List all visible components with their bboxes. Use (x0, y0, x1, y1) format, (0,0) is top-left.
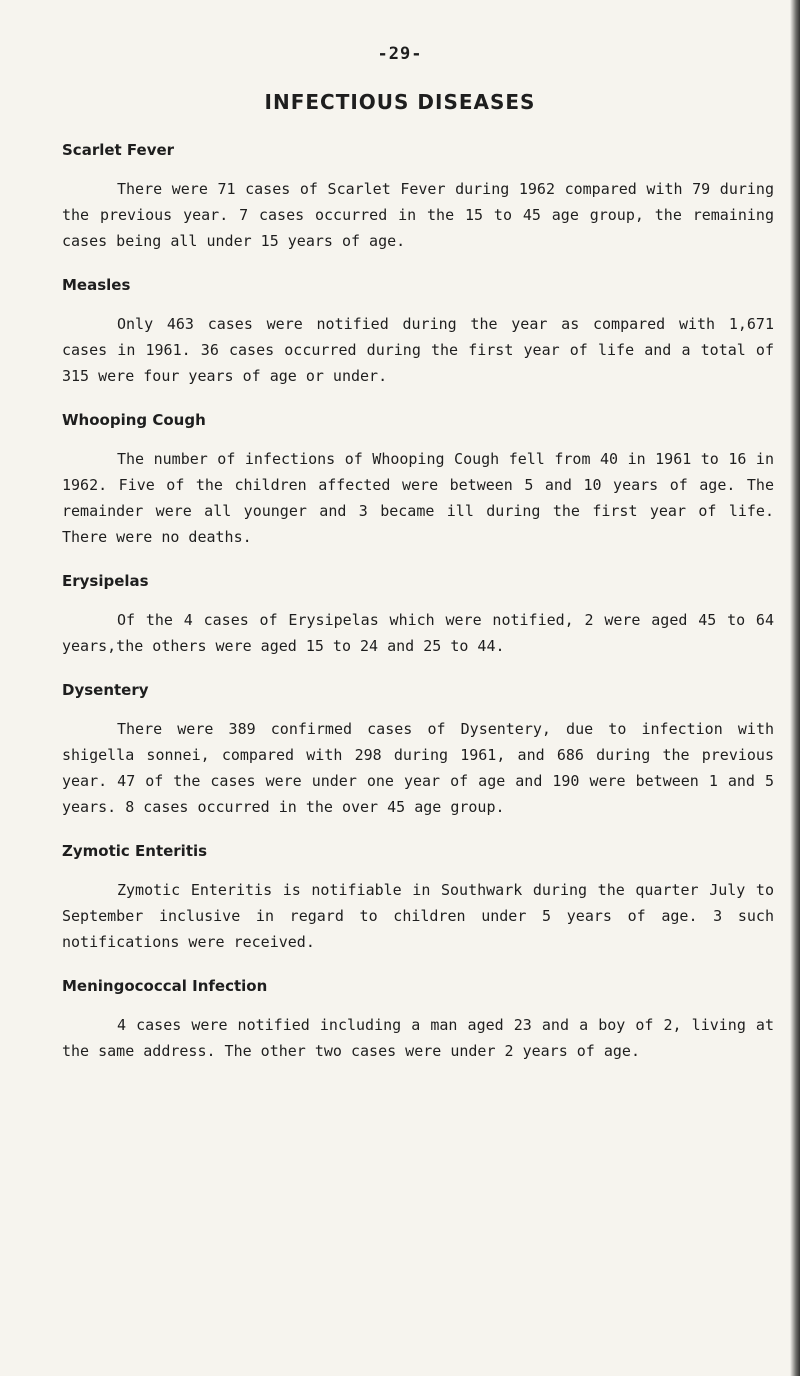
page-title: INFECTIOUS DISEASES (264, 90, 536, 114)
section-dysentery (62, 680, 774, 820)
document-body (62, 140, 774, 1085)
section-scarlet-fever (62, 140, 774, 254)
section-heading: Erysipelas (62, 572, 149, 590)
section-heading: Meningococcal Infection (62, 977, 268, 995)
section-paragraph: There were 389 confirmed cases of Dysentery, due to infection with shigella sonnei, compared with 298 during 1961, and 686 during the previous year. 47 of the cases were under one year of age and 190 were between 1 and 5 years. 8 cases occurred in the over 45 age group. (62, 720, 774, 816)
section-whooping-cough (62, 410, 774, 550)
section-heading: Whooping Cough (62, 411, 206, 429)
section-erysipelas (62, 571, 774, 659)
section-heading: Zymotic Enteritis (62, 842, 208, 860)
section-heading: Measles (62, 276, 131, 294)
section-paragraph: The number of infections of Whooping Cough fell from 40 in 1961 to 16 in 1962. Five of the children affected were between 5 and 10 years of age. The remainder were all younger and 3 became ill during the first year of life. There were no deaths. (62, 450, 774, 546)
page-edge-shadow (790, 0, 800, 1376)
section-meningococcal-infection (62, 976, 774, 1064)
section-heading: Scarlet Fever (62, 141, 175, 159)
page-number: -29- (377, 44, 423, 64)
section-heading: Dysentery (62, 681, 149, 699)
section-measles (62, 275, 774, 389)
section-zymotic-enteritis (62, 841, 774, 955)
section-paragraph: 4 cases were notified including a man aged 23 and a boy of 2, living at the same address. The other two cases were under 2 years of age. (62, 1016, 774, 1060)
section-paragraph: There were 71 cases of Scarlet Fever during 1962 compared with 79 during the previous year. 7 cases occurred in the 15 to 45 age group, the remaining cases being all under 15 years of age. (62, 180, 774, 250)
section-paragraph: Zymotic Enteritis is notifiable in Southwark during the quarter July to September inclusive in regard to children under 5 years of age. 3 such notifications were received. (62, 881, 774, 951)
section-paragraph: Only 463 cases were notified during the year as compared with 1,671 cases in 1961. 36 cases occurred during the first year of life and a total of 315 were four years of age or under. (62, 315, 774, 385)
section-paragraph: Of the 4 cases of Erysipelas which were notified, 2 were aged 45 to 64 years,the others were aged 15 to 24 and 25 to 44. (62, 611, 774, 655)
